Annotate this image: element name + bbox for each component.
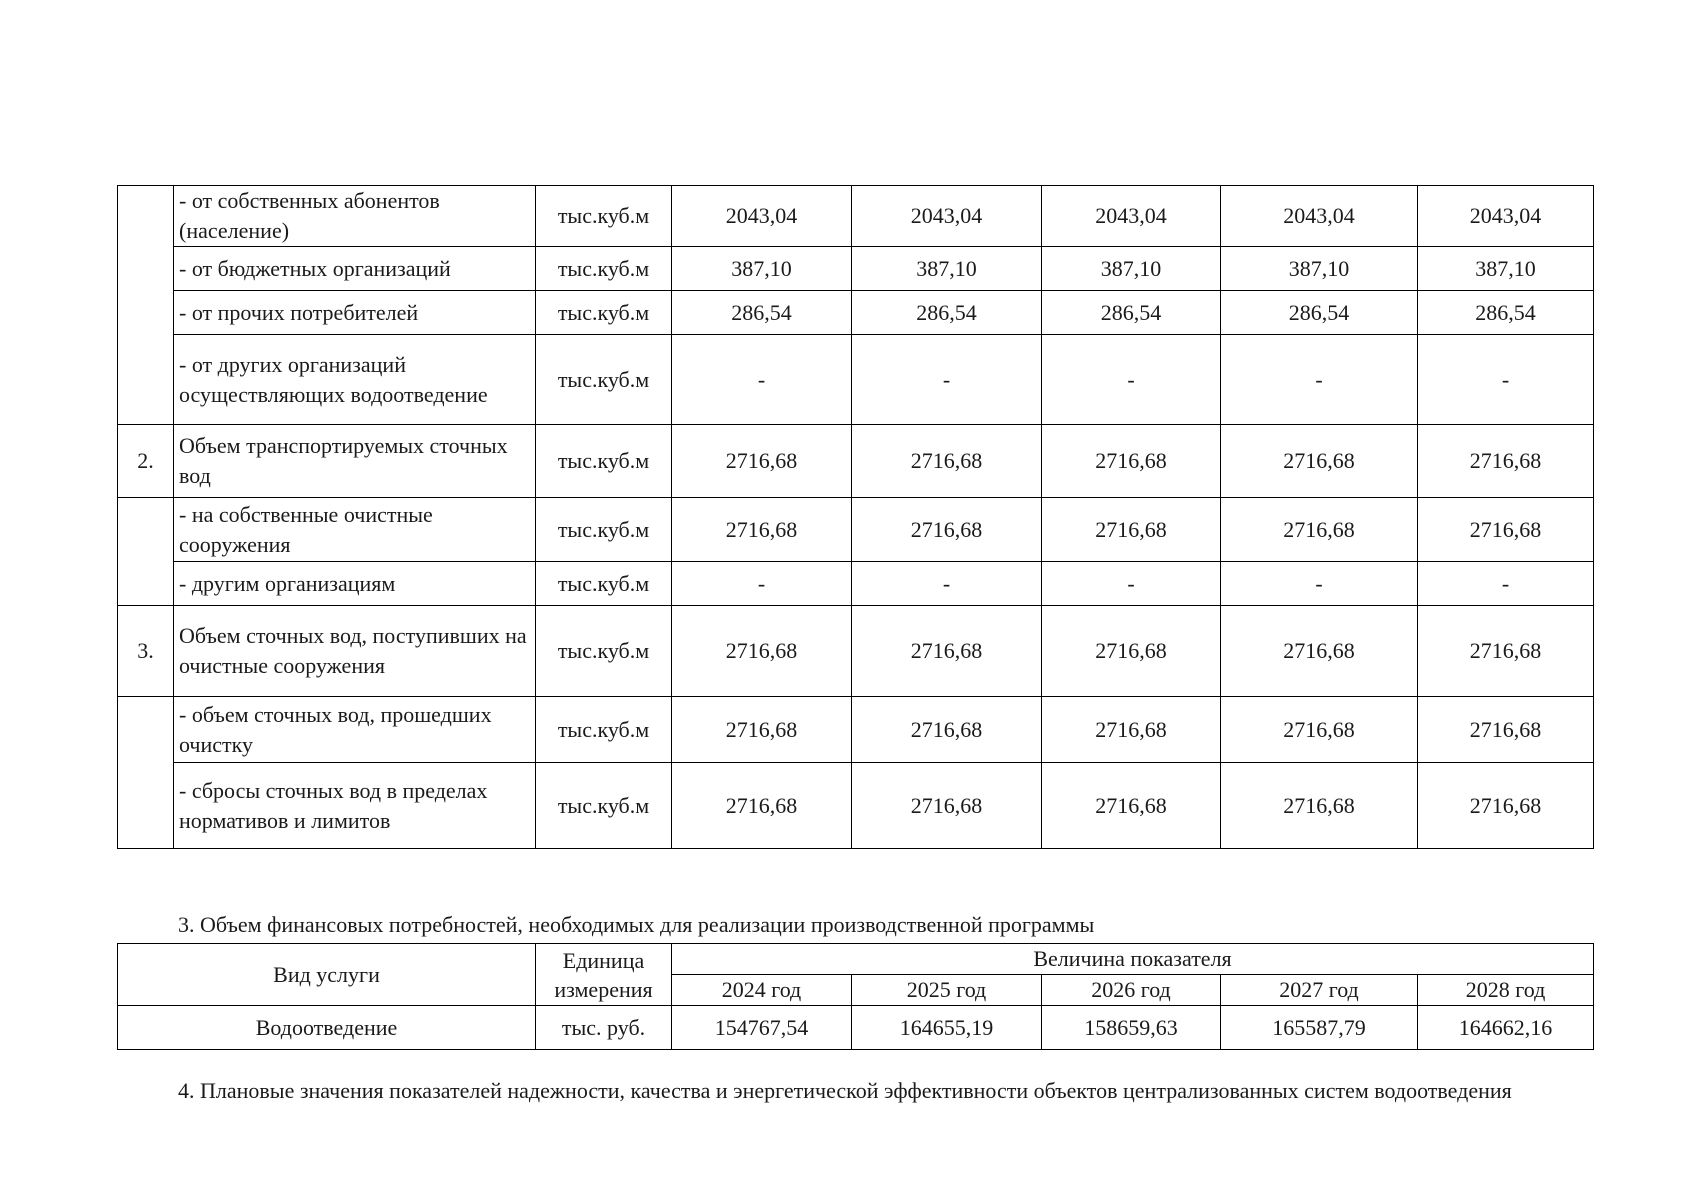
row-unit: тыс.куб.м (536, 498, 672, 562)
row-value: 286,54 (1221, 291, 1418, 335)
row-value: 2716,68 (1418, 425, 1594, 498)
header-value: Величина показателя (672, 944, 1594, 975)
header-service: Вид услуги (118, 944, 536, 1006)
table-row (118, 335, 1594, 425)
row-value: 2716,68 (1221, 498, 1418, 562)
row-value: 2716,68 (852, 606, 1042, 697)
row-value: 2043,04 (1042, 186, 1221, 247)
row-value: 387,10 (1418, 247, 1594, 291)
row-value: 2716,68 (1418, 763, 1594, 849)
section-3-heading: 3. Объем финансовых потребностей, необходимых для реализации производственной программы (178, 912, 1095, 937)
table-row (118, 186, 1594, 247)
row-value: 2043,04 (672, 186, 852, 247)
row-value: 2716,68 (1042, 606, 1221, 697)
row-value: - (852, 335, 1042, 425)
row-value: 2716,68 (1042, 425, 1221, 498)
header-year: 2025 год (852, 975, 1042, 1006)
row-description: Объем транспортируемых сточных вод (174, 425, 536, 498)
row-description: - от других организаций осуществляющих водоотведение (174, 335, 536, 425)
row-value: - (1042, 562, 1221, 606)
row-unit: тыс.куб.м (536, 425, 672, 498)
row-value: 2716,68 (852, 697, 1042, 763)
value-cell: 164655,19 (852, 1006, 1042, 1050)
row-unit: тыс.куб.м (536, 606, 672, 697)
row-unit: тыс.куб.м (536, 697, 672, 763)
row-value: 2716,68 (1042, 697, 1221, 763)
header-year: 2027 год (1221, 975, 1418, 1006)
row-value: 286,54 (1418, 291, 1594, 335)
row-value: - (852, 562, 1042, 606)
row-unit: тыс.куб.м (536, 562, 672, 606)
table-row (118, 425, 1594, 498)
section-4-heading: 4. Плановые значения показателей надежности, качества и энергетической эффективности объектов централизованных систем водоотведения (178, 1078, 1512, 1103)
row-value: 2716,68 (672, 425, 852, 498)
table-row (118, 291, 1594, 335)
row-value: - (1418, 562, 1594, 606)
row-value: 2716,68 (672, 763, 852, 849)
row-value: 2716,68 (1042, 763, 1221, 849)
row-value: 286,54 (672, 291, 852, 335)
row-value: 2043,04 (1418, 186, 1594, 247)
service-cell: Водоотведение (118, 1006, 536, 1050)
row-value: 387,10 (672, 247, 852, 291)
unit-cell: тыс. руб. (536, 1006, 672, 1050)
row-value: 2716,68 (672, 498, 852, 562)
header-unit: Единица измерения (536, 944, 672, 1006)
row-unit: тыс.куб.м (536, 335, 672, 425)
row-value: 2716,68 (1221, 606, 1418, 697)
row-index: 3. (118, 606, 174, 697)
row-description: - от собственных абонентов (население) (174, 186, 536, 247)
row-unit: тыс.куб.м (536, 186, 672, 247)
row-value: 2043,04 (852, 186, 1042, 247)
row-value: 387,10 (1042, 247, 1221, 291)
row-value: 2716,68 (1221, 763, 1418, 849)
row-description: - объем сточных вод, прошедших очистку (174, 697, 536, 763)
table-row (118, 697, 1594, 763)
header-year: 2028 год (1418, 975, 1594, 1006)
row-value: 2716,68 (852, 763, 1042, 849)
row-description: - от прочих потребителей (174, 291, 536, 335)
row-description: - на собственные очистные сооружения (174, 498, 536, 562)
row-index (118, 186, 174, 425)
row-value: 2716,68 (672, 606, 852, 697)
value-cell: 154767,54 (672, 1006, 852, 1050)
row-value: 2716,68 (672, 697, 852, 763)
row-unit: тыс.куб.м (536, 291, 672, 335)
row-index (118, 498, 174, 606)
row-value: 2043,04 (1221, 186, 1418, 247)
row-value: 2716,68 (1221, 697, 1418, 763)
row-value: 2716,68 (1221, 425, 1418, 498)
row-description: - другим организациям (174, 562, 536, 606)
row-value: 2716,68 (1418, 697, 1594, 763)
financial-needs-table (117, 943, 1594, 1050)
table-row (118, 606, 1594, 697)
row-value: - (1418, 335, 1594, 425)
row-description: - сбросы сточных вод в пределах нормативов и лимитов (174, 763, 536, 849)
row-value: 2716,68 (852, 425, 1042, 498)
table-row (118, 763, 1594, 849)
row-description: - от бюджетных организаций (174, 247, 536, 291)
row-value: 2716,68 (1042, 498, 1221, 562)
row-value: 387,10 (852, 247, 1042, 291)
production-table (117, 185, 1594, 849)
row-index: 2. (118, 425, 174, 498)
row-value: - (1221, 335, 1418, 425)
value-cell: 164662,16 (1418, 1006, 1594, 1050)
row-value: - (672, 335, 852, 425)
row-value: 286,54 (852, 291, 1042, 335)
row-value: 2716,68 (852, 498, 1042, 562)
row-unit: тыс.куб.м (536, 247, 672, 291)
value-cell: 158659,63 (1042, 1006, 1221, 1050)
row-value: - (672, 562, 852, 606)
value-cell: 165587,79 (1221, 1006, 1418, 1050)
row-description: Объем сточных вод, поступивших на очистные сооружения (174, 606, 536, 697)
row-value: 2716,68 (1418, 606, 1594, 697)
row-index (118, 697, 174, 849)
row-value: 286,54 (1042, 291, 1221, 335)
header-year: 2026 год (1042, 975, 1221, 1006)
header-year: 2024 год (672, 975, 852, 1006)
row-value: - (1042, 335, 1221, 425)
table-row (118, 562, 1594, 606)
row-unit: тыс.куб.м (536, 763, 672, 849)
table-row (118, 247, 1594, 291)
table-row (118, 498, 1594, 562)
row-value: 2716,68 (1418, 498, 1594, 562)
row-value: - (1221, 562, 1418, 606)
row-value: 387,10 (1221, 247, 1418, 291)
